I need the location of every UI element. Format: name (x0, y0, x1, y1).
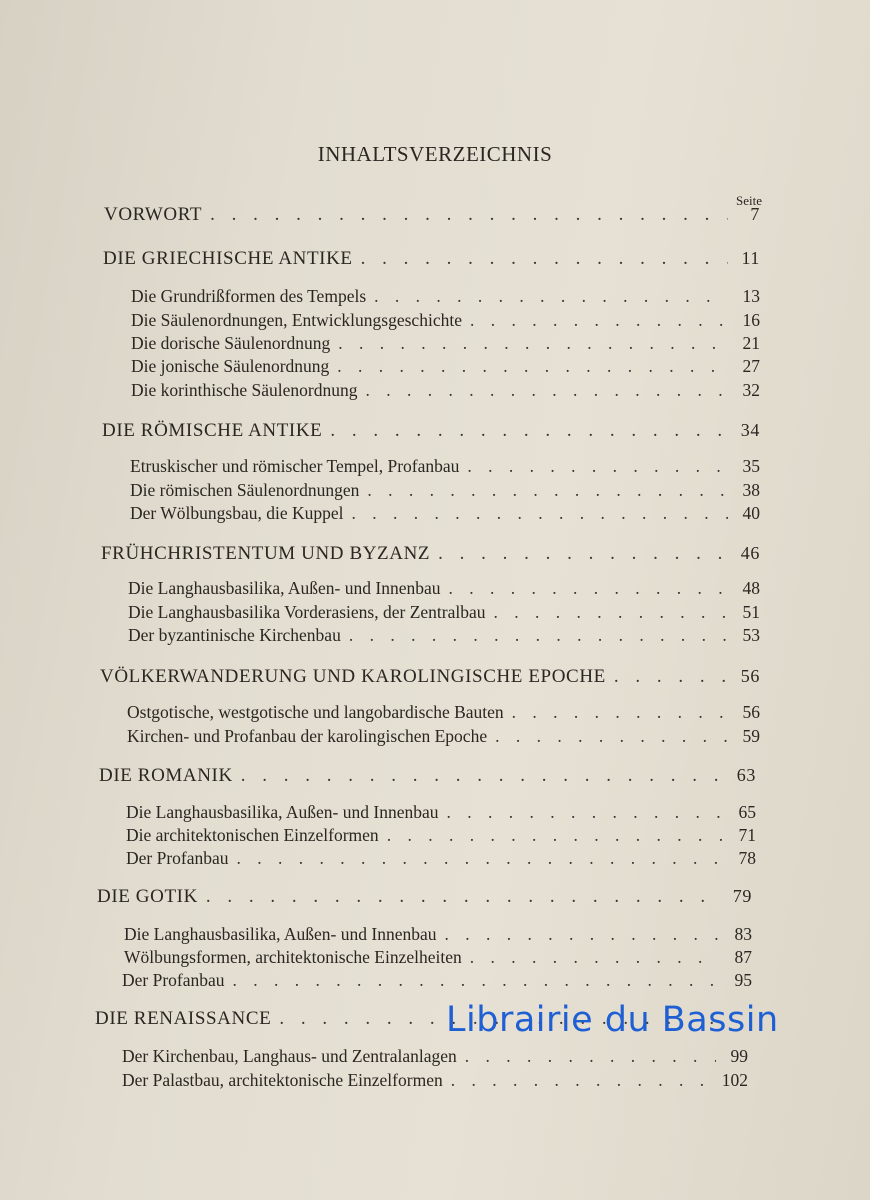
toc-entry-label: Kirchen- und Profanbau der karolingischen Epoche (127, 726, 488, 746)
dot-leader (438, 543, 728, 565)
toc-entry-page: 95 (734, 970, 752, 990)
toc-entry-label: Ostgotische, westgotische und langobardische Bauten (127, 702, 504, 722)
toc-entry-page: 78 (738, 848, 756, 868)
toc-entry-page: 102 (721, 1070, 748, 1090)
toc-section-entry (127, 702, 760, 723)
toc-entry-page: 27 (742, 356, 760, 376)
dot-leader (237, 848, 724, 869)
toc-entry-label: Die Langhausbasilika, Außen- und Innenbau (124, 924, 437, 944)
toc-chapter-entry (104, 204, 760, 226)
toc-entry-page: 32 (742, 380, 760, 400)
toc-section-entry (130, 456, 760, 477)
toc-entry-label: Der byzantinische Kirchenbau (128, 625, 341, 645)
dot-leader (470, 310, 728, 331)
toc-entry-page: 40 (742, 503, 760, 523)
dot-leader (330, 420, 728, 442)
toc-entry-label: FRÜHCHRISTENTUM UND BYZANZ (101, 543, 431, 564)
toc-entry-page: 7 (750, 204, 760, 224)
toc-entry-page: 51 (742, 602, 760, 622)
dot-leader (470, 947, 720, 968)
toc-section-entry (122, 1070, 748, 1091)
dot-leader (233, 970, 720, 991)
toc-chapter-entry (100, 666, 760, 688)
toc-entry-label: DIE GRIECHISCHE ANTIKE (103, 248, 353, 269)
toc-entry-page: 34 (740, 420, 760, 440)
dot-leader (387, 825, 724, 846)
toc-entry-label: Die Grundrißformen des Tempels (131, 286, 367, 306)
toc-entry-label: Die Säulenordnungen, Entwicklungsgeschichte (131, 310, 462, 330)
toc-entry-label: Der Wölbungsbau, die Kuppel (130, 503, 344, 523)
toc-section-entry (126, 848, 756, 869)
toc-section-entry (130, 503, 760, 524)
toc-chapter-entry (102, 420, 760, 442)
toc-section-entry (127, 726, 760, 747)
dot-leader (447, 802, 725, 823)
toc-entry-label: Die jonische Säulenordnung (131, 356, 330, 376)
toc-entry-page: 21 (742, 333, 760, 353)
dot-leader (349, 625, 728, 646)
toc-section-entry (126, 802, 756, 823)
toc-chapter-entry (103, 248, 760, 270)
dot-leader (512, 702, 728, 723)
toc-entry-page: 35 (742, 456, 760, 476)
toc-entry-page: 65 (738, 802, 756, 822)
dot-leader (337, 356, 728, 377)
toc-section-entry (131, 286, 760, 307)
dot-leader (361, 248, 728, 270)
toc-section-entry (128, 602, 760, 623)
toc-entry-page: 48 (742, 578, 760, 598)
toc-entry-page: 13 (742, 286, 760, 306)
toc-entry-label: Die römischen Säulenordnungen (130, 480, 360, 500)
dot-leader (451, 1070, 714, 1091)
toc-entry-label: Die Langhausbasilika Vorderasiens, der Zentralbau (128, 602, 486, 622)
toc-section-entry (128, 625, 760, 646)
toc-entry-label: Die dorische Säulenordnung (131, 333, 331, 353)
toc-entry-page: 83 (734, 924, 752, 944)
toc-entry-page: 53 (742, 625, 760, 645)
toc-entry-page: 16 (742, 310, 760, 330)
toc-entry-label: Wölbungsformen, architektonische Einzelheiten (124, 947, 462, 967)
toc-entry-page: 56 (740, 666, 760, 686)
toc-entry-page: 87 (734, 947, 752, 967)
toc-entry-page: 63 (736, 765, 756, 785)
dot-leader (206, 886, 720, 908)
page-column-label: Seite (736, 193, 762, 208)
toc-entry-page: 56 (742, 702, 760, 722)
toc-entry-label: DIE GOTIK (97, 886, 198, 907)
toc-section-entry (128, 578, 760, 599)
dot-leader (449, 578, 729, 599)
toc-entry-label: DIE RENAISSANCE (95, 1008, 272, 1029)
dot-leader (241, 765, 724, 787)
toc-entry-label: Die architektonischen Einzelformen (126, 825, 379, 845)
dot-leader (365, 380, 728, 401)
dot-leader (338, 333, 728, 354)
toc-entry-page: 38 (742, 480, 760, 500)
dot-leader (494, 602, 728, 623)
dot-leader (367, 480, 728, 501)
toc-chapter-entry (97, 886, 752, 908)
toc-entry-label: DIE ROMANIK (99, 765, 233, 786)
toc-entry-label: DIE RÖMISCHE ANTIKE (102, 420, 323, 441)
toc-section-entry (131, 333, 760, 354)
toc-entry-label: Die korinthische Säulenordnung (131, 380, 358, 400)
toc-section-entry (131, 356, 760, 377)
toc-entry-label: VORWORT (104, 204, 203, 225)
toc-entry-page: 79 (732, 886, 752, 906)
toc-chapter-entry (99, 765, 756, 787)
toc-entry-label: Der Profanbau (122, 970, 225, 990)
toc-entry-label: Der Palastbau, architektonische Einzelformen (122, 1070, 443, 1090)
toc-section-entry (131, 310, 760, 331)
toc-entry-label: Etruskischer und römischer Tempel, Profanbau (130, 456, 460, 476)
toc-entry-page: 99 (730, 1046, 748, 1066)
dot-leader (352, 503, 728, 524)
dot-leader (445, 924, 721, 945)
toc-entry-label: VÖLKERWANDERUNG UND KAROLINGISCHE EPOCHE (100, 666, 606, 687)
dot-leader (495, 726, 728, 747)
toc-section-entry (131, 380, 760, 401)
toc-section-entry (122, 1046, 748, 1067)
dot-leader (614, 666, 728, 688)
toc-entry-page: 11 (741, 248, 760, 268)
toc-section-entry (124, 947, 752, 968)
dot-leader (374, 286, 728, 307)
toc-section-entry (122, 970, 752, 991)
toc-section-entry (126, 825, 756, 846)
toc-entry-page: 59 (742, 726, 760, 746)
dot-leader (465, 1046, 716, 1067)
toc-entry-label: Der Profanbau (126, 848, 229, 868)
toc-chapter-entry (101, 543, 760, 565)
dot-leader (467, 456, 728, 477)
toc-entry-label: Die Langhausbasilika, Außen- und Innenbau (128, 578, 441, 598)
toc-entry-page: 46 (740, 543, 760, 563)
page-title: INHALTSVERZEICHNIS (317, 142, 553, 166)
toc-entry-label: Die Langhausbasilika, Außen- und Innenbau (126, 802, 439, 822)
toc-entry-label: Der Kirchenbau, Langhaus- und Zentralanlagen (122, 1046, 457, 1066)
toc-section-entry (124, 924, 752, 945)
dot-leader (210, 204, 728, 226)
watermark-logo: Librairie du Bassin (446, 1000, 779, 1040)
toc-entry-page: 71 (738, 825, 756, 845)
toc-section-entry (130, 480, 760, 501)
